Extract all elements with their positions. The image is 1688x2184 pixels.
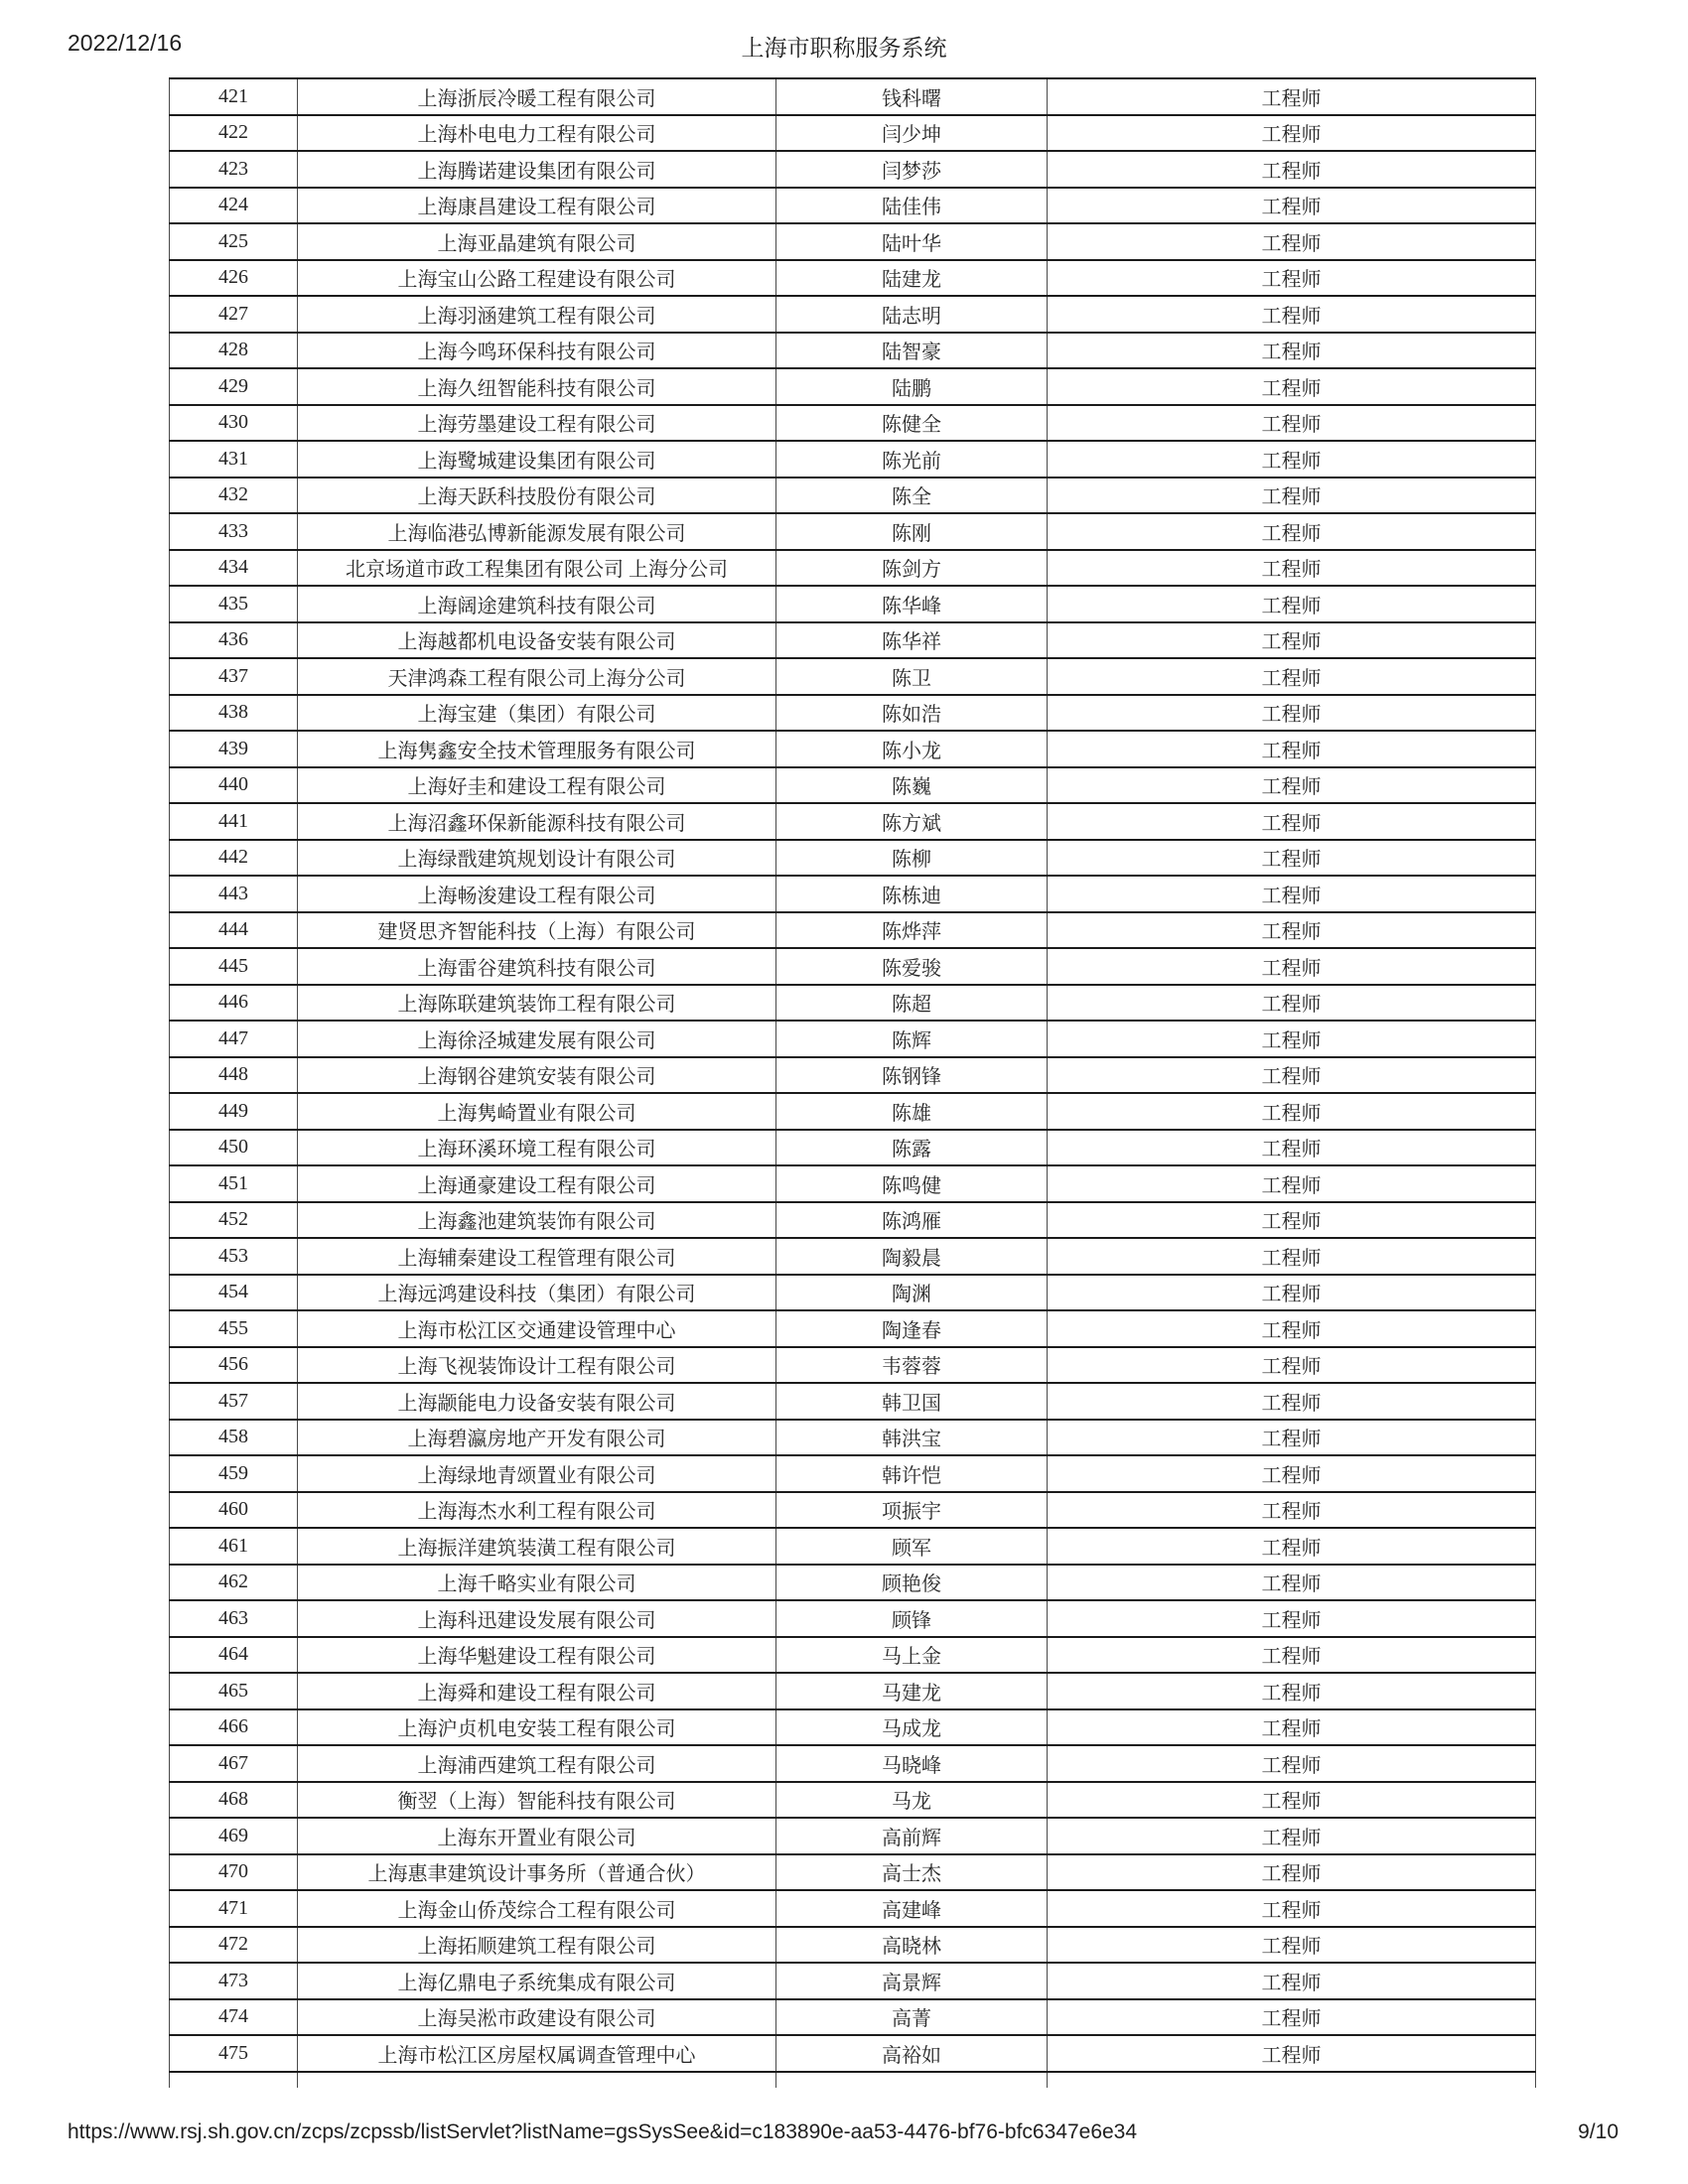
table-row	[170, 948, 1536, 985]
row-number-cell: 423	[170, 151, 298, 188]
job-title-cell: 工程师	[1048, 985, 1536, 1022]
company-cell: 上海朴电电力工程有限公司	[298, 115, 776, 152]
company-cell: 上海浙辰冷暖工程有限公司	[298, 78, 776, 115]
job-title-cell: 工程师	[1048, 1818, 1536, 1854]
table-row	[170, 296, 1536, 333]
table-row	[170, 78, 1536, 115]
row-number-cell: 434	[170, 550, 298, 587]
person-name-cell: 陈光前	[776, 441, 1048, 478]
job-title-cell: 工程师	[1048, 1165, 1536, 1202]
person-name-cell: 韦蓉蓉	[776, 1347, 1048, 1384]
job-title-cell: 工程师	[1048, 296, 1536, 333]
company-cell: 上海沼鑫环保新能源科技有限公司	[298, 803, 776, 840]
person-name-cell: 项振宇	[776, 1492, 1048, 1529]
person-name-cell: 韩许恺	[776, 1455, 1048, 1492]
job-title-cell: 工程师	[1048, 78, 1536, 115]
page-number-indicator: 9/10	[1578, 2120, 1618, 2143]
print-date: 2022/12/16	[68, 30, 183, 56]
row-number-cell: 472	[170, 1927, 298, 1964]
table-row	[170, 260, 1536, 297]
company-cell: 上海隽鑫安全技术管理服务有限公司	[298, 731, 776, 767]
person-name-cell-empty	[776, 2072, 1048, 2088]
person-name-cell: 马上金	[776, 1637, 1048, 1674]
row-number-cell: 439	[170, 731, 298, 767]
table-row	[170, 1420, 1536, 1456]
job-title-cell: 工程师	[1048, 1565, 1536, 1601]
person-name-cell: 马建龙	[776, 1673, 1048, 1709]
job-title-cell: 工程师	[1048, 513, 1536, 550]
company-cell: 上海千略实业有限公司	[298, 1565, 776, 1601]
person-name-cell: 陈雄	[776, 1093, 1048, 1130]
table-row	[170, 1890, 1536, 1927]
company-cell: 上海绿戬建筑规划设计有限公司	[298, 840, 776, 877]
person-name-cell: 陆建龙	[776, 260, 1048, 297]
person-name-cell: 陆志明	[776, 296, 1048, 333]
table-row	[170, 1854, 1536, 1891]
row-number-cell: 461	[170, 1528, 298, 1565]
row-number-cell: 458	[170, 1420, 298, 1456]
row-number-cell: 467	[170, 1745, 298, 1782]
row-number-cell: 455	[170, 1310, 298, 1347]
title-roster-table	[169, 77, 1536, 2088]
row-number-cell: 474	[170, 1999, 298, 2036]
person-name-cell: 闫少坤	[776, 115, 1048, 152]
person-name-cell: 陈鸿雁	[776, 1202, 1048, 1239]
company-cell: 上海沪贞机电安装工程有限公司	[298, 1709, 776, 1746]
table-row	[170, 1057, 1536, 1094]
company-cell: 上海钢谷建筑安装有限公司	[298, 1057, 776, 1094]
job-title-cell: 工程师	[1048, 1130, 1536, 1166]
job-title-cell: 工程师	[1048, 767, 1536, 804]
row-number-cell: 464	[170, 1637, 298, 1674]
table-row	[170, 586, 1536, 622]
row-number-cell: 451	[170, 1165, 298, 1202]
print-footer-url: https://www.rsj.sh.gov.cn/zcps/zcpssb/listServlet?listName=gsSysSee&id=c183890e-aa53-4476-bf76-bfc6347e6e34	[68, 2120, 1138, 2143]
row-number-cell: 462	[170, 1565, 298, 1601]
row-number-cell: 436	[170, 622, 298, 659]
table-row	[170, 695, 1536, 732]
row-number-cell: 432	[170, 478, 298, 514]
job-title-cell: 工程师	[1048, 260, 1536, 297]
table-row	[170, 405, 1536, 442]
table-row	[170, 333, 1536, 369]
job-title-cell: 工程师	[1048, 803, 1536, 840]
person-name-cell: 陈爱骏	[776, 948, 1048, 985]
row-number-cell: 466	[170, 1709, 298, 1746]
person-name-cell: 陆佳伟	[776, 188, 1048, 224]
roster-table-body	[170, 78, 1536, 2088]
row-number-cell: 443	[170, 876, 298, 912]
row-number-cell: 453	[170, 1238, 298, 1275]
job-title-cell: 工程师	[1048, 1637, 1536, 1674]
person-name-cell: 陈露	[776, 1130, 1048, 1166]
row-number-cell: 444	[170, 912, 298, 949]
row-number-cell: 450	[170, 1130, 298, 1166]
row-number-cell: 459	[170, 1455, 298, 1492]
table-row	[170, 368, 1536, 405]
row-number-cell: 424	[170, 188, 298, 224]
company-cell: 上海科迅建设发展有限公司	[298, 1600, 776, 1637]
person-name-cell: 陶毅晨	[776, 1238, 1048, 1275]
table-row	[170, 1275, 1536, 1311]
row-number-cell: 426	[170, 260, 298, 297]
company-cell: 建贤思齐智能科技（上海）有限公司	[298, 912, 776, 949]
person-name-cell: 陈巍	[776, 767, 1048, 804]
company-cell: 上海通豪建设工程有限公司	[298, 1165, 776, 1202]
company-cell: 上海久纽智能科技有限公司	[298, 368, 776, 405]
job-title-cell: 工程师	[1048, 1854, 1536, 1891]
row-number-cell: 429	[170, 368, 298, 405]
job-title-cell: 工程师	[1048, 1275, 1536, 1311]
table-row	[170, 441, 1536, 478]
job-title-cell: 工程师	[1048, 1709, 1536, 1746]
company-cell: 上海振洋建筑装潢工程有限公司	[298, 1528, 776, 1565]
job-title-cell: 工程师	[1048, 333, 1536, 369]
company-cell: 上海好圭和建设工程有限公司	[298, 767, 776, 804]
person-name-cell: 陈小龙	[776, 731, 1048, 767]
row-number-cell: 428	[170, 333, 298, 369]
company-cell: 上海天跃科技股份有限公司	[298, 478, 776, 514]
company-cell: 上海宝山公路工程建设有限公司	[298, 260, 776, 297]
person-name-cell: 马晓峰	[776, 1745, 1048, 1782]
person-name-cell: 马成龙	[776, 1709, 1048, 1746]
table-row	[170, 1492, 1536, 1529]
table-row	[170, 1927, 1536, 1964]
job-title-cell: 工程师	[1048, 876, 1536, 912]
row-number-cell: 435	[170, 586, 298, 622]
job-title-cell: 工程师	[1048, 1310, 1536, 1347]
job-title-cell: 工程师	[1048, 622, 1536, 659]
company-cell: 上海吴淞市政建设有限公司	[298, 1999, 776, 2036]
job-title-cell: 工程师	[1048, 1455, 1536, 1492]
company-cell: 上海东开置业有限公司	[298, 1818, 776, 1854]
person-name-cell: 陈华祥	[776, 622, 1048, 659]
company-cell: 上海海杰水利工程有限公司	[298, 1492, 776, 1529]
job-title-cell: 工程师	[1048, 731, 1536, 767]
table-row	[170, 1999, 1536, 2036]
person-name-cell: 陈剑方	[776, 550, 1048, 587]
row-number-cell: 470	[170, 1854, 298, 1891]
row-number-cell: 449	[170, 1093, 298, 1130]
table-row	[170, 876, 1536, 912]
company-cell: 上海惠聿建筑设计事务所（普通合伙）	[298, 1854, 776, 1891]
job-title-cell: 工程师	[1048, 1528, 1536, 1565]
job-title-cell: 工程师	[1048, 912, 1536, 949]
table-row	[170, 1673, 1536, 1709]
company-cell: 上海绿地青颂置业有限公司	[298, 1455, 776, 1492]
person-name-cell: 陆叶华	[776, 223, 1048, 260]
person-name-cell: 顾锋	[776, 1600, 1048, 1637]
row-number-cell: 457	[170, 1383, 298, 1420]
job-title-cell: 工程师	[1048, 1600, 1536, 1637]
person-name-cell: 高建峰	[776, 1890, 1048, 1927]
job-title-cell: 工程师	[1048, 405, 1536, 442]
row-number-cell-empty	[170, 2072, 298, 2088]
company-cell: 上海宝建（集团）有限公司	[298, 695, 776, 732]
row-number-cell: 431	[170, 441, 298, 478]
table-row-partial	[170, 2072, 1536, 2088]
person-name-cell: 陈如浩	[776, 695, 1048, 732]
job-title-cell: 工程师	[1048, 1202, 1536, 1239]
company-cell: 上海羽涵建筑工程有限公司	[298, 296, 776, 333]
job-title-cell: 工程师	[1048, 1093, 1536, 1130]
table-row	[170, 478, 1536, 514]
person-name-cell: 陈钢锋	[776, 1057, 1048, 1094]
job-title-cell: 工程师	[1048, 1927, 1536, 1964]
row-number-cell: 438	[170, 695, 298, 732]
job-title-cell: 工程师	[1048, 695, 1536, 732]
company-cell: 上海飞视装饰设计工程有限公司	[298, 1347, 776, 1384]
row-number-cell: 465	[170, 1673, 298, 1709]
person-name-cell: 高景辉	[776, 1963, 1048, 1999]
job-title-cell: 工程师	[1048, 948, 1536, 985]
table-row	[170, 1202, 1536, 1239]
person-name-cell: 陈柳	[776, 840, 1048, 877]
job-title-cell: 工程师	[1048, 658, 1536, 695]
company-cell: 上海鹭城建设集团有限公司	[298, 441, 776, 478]
table-row	[170, 1093, 1536, 1130]
person-name-cell: 高士杰	[776, 1854, 1048, 1891]
table-row	[170, 223, 1536, 260]
job-title-cell: 工程师	[1048, 441, 1536, 478]
table-row	[170, 1600, 1536, 1637]
row-number-cell: 433	[170, 513, 298, 550]
job-title-cell: 工程师	[1048, 1999, 1536, 2036]
row-number-cell: 452	[170, 1202, 298, 1239]
row-number-cell: 468	[170, 1782, 298, 1819]
job-title-cell: 工程师	[1048, 478, 1536, 514]
table-row	[170, 1383, 1536, 1420]
person-name-cell: 陆鹏	[776, 368, 1048, 405]
company-cell: 上海鑫池建筑装饰有限公司	[298, 1202, 776, 1239]
table-row	[170, 188, 1536, 224]
person-name-cell: 陈方斌	[776, 803, 1048, 840]
company-cell: 上海越都机电设备安装有限公司	[298, 622, 776, 659]
job-title-cell: 工程师	[1048, 188, 1536, 224]
row-number-cell: 441	[170, 803, 298, 840]
table-row	[170, 513, 1536, 550]
job-title-cell: 工程师	[1048, 1021, 1536, 1057]
row-number-cell: 430	[170, 405, 298, 442]
company-cell: 上海华魁建设工程有限公司	[298, 1637, 776, 1674]
table-row	[170, 985, 1536, 1022]
table-row	[170, 1963, 1536, 1999]
company-cell: 上海亿鼎电子系统集成有限公司	[298, 1963, 776, 1999]
job-title-cell-empty	[1048, 2072, 1536, 2088]
person-name-cell: 陶渊	[776, 1275, 1048, 1311]
table-row	[170, 767, 1536, 804]
company-cell: 上海今鸣环保科技有限公司	[298, 333, 776, 369]
row-number-cell: 440	[170, 767, 298, 804]
job-title-cell: 工程师	[1048, 151, 1536, 188]
company-cell: 上海劳墨建设工程有限公司	[298, 405, 776, 442]
table-row	[170, 731, 1536, 767]
table-row	[170, 1347, 1536, 1384]
row-number-cell: 463	[170, 1600, 298, 1637]
job-title-cell: 工程师	[1048, 550, 1536, 587]
person-name-cell: 陈卫	[776, 658, 1048, 695]
row-number-cell: 460	[170, 1492, 298, 1529]
table-row	[170, 1130, 1536, 1166]
person-name-cell: 闫梦莎	[776, 151, 1048, 188]
table-row	[170, 803, 1536, 840]
job-title-cell: 工程师	[1048, 1347, 1536, 1384]
table-row	[170, 1455, 1536, 1492]
row-number-cell: 448	[170, 1057, 298, 1094]
person-name-cell: 陈辉	[776, 1021, 1048, 1057]
table-row	[170, 1021, 1536, 1057]
person-name-cell: 高裕如	[776, 2035, 1048, 2072]
company-cell: 上海市松江区房屋权属调查管理中心	[298, 2035, 776, 2072]
person-name-cell: 高前辉	[776, 1818, 1048, 1854]
company-cell: 上海辅秦建设工程管理有限公司	[298, 1238, 776, 1275]
table-row	[170, 1782, 1536, 1819]
job-title-cell: 工程师	[1048, 586, 1536, 622]
row-number-cell: 475	[170, 2035, 298, 2072]
table-row	[170, 1165, 1536, 1202]
person-name-cell: 陈鸣健	[776, 1165, 1048, 1202]
company-cell: 上海康昌建设工程有限公司	[298, 188, 776, 224]
company-cell: 上海拓顺建筑工程有限公司	[298, 1927, 776, 1964]
person-name-cell: 陈全	[776, 478, 1048, 514]
job-title-cell: 工程师	[1048, 1963, 1536, 1999]
person-name-cell: 顾艳俊	[776, 1565, 1048, 1601]
person-name-cell: 陈烨萍	[776, 912, 1048, 949]
row-number-cell: 425	[170, 223, 298, 260]
table-row	[170, 151, 1536, 188]
job-title-cell: 工程师	[1048, 1057, 1536, 1094]
job-title-cell: 工程师	[1048, 1745, 1536, 1782]
person-name-cell: 陶逢春	[776, 1310, 1048, 1347]
person-name-cell: 陈华峰	[776, 586, 1048, 622]
table-row	[170, 1637, 1536, 1674]
company-cell: 上海徐泾城建发展有限公司	[298, 1021, 776, 1057]
company-cell-empty	[298, 2072, 776, 2088]
row-number-cell: 421	[170, 78, 298, 115]
person-name-cell: 钱科曙	[776, 78, 1048, 115]
company-cell: 上海环溪环境工程有限公司	[298, 1130, 776, 1166]
table-row	[170, 1310, 1536, 1347]
table-row	[170, 550, 1536, 587]
company-cell: 上海畅浚建设工程有限公司	[298, 876, 776, 912]
row-number-cell: 447	[170, 1021, 298, 1057]
table-row	[170, 1745, 1536, 1782]
person-name-cell: 马龙	[776, 1782, 1048, 1819]
job-title-cell: 工程师	[1048, 840, 1536, 877]
job-title-cell: 工程师	[1048, 1492, 1536, 1529]
job-title-cell: 工程师	[1048, 1782, 1536, 1819]
job-title-cell: 工程师	[1048, 1890, 1536, 1927]
company-cell: 上海雷谷建筑科技有限公司	[298, 948, 776, 985]
person-name-cell: 顾军	[776, 1528, 1048, 1565]
person-name-cell: 高晓林	[776, 1927, 1048, 1964]
table-row	[170, 622, 1536, 659]
person-name-cell: 陈健全	[776, 405, 1048, 442]
table-row	[170, 1709, 1536, 1746]
job-title-cell: 工程师	[1048, 223, 1536, 260]
job-title-cell: 工程师	[1048, 2035, 1536, 2072]
row-number-cell: 446	[170, 985, 298, 1022]
company-cell: 上海碧瀛房地产开发有限公司	[298, 1420, 776, 1456]
table-row	[170, 2035, 1536, 2072]
company-cell: 上海腾诺建设集团有限公司	[298, 151, 776, 188]
company-cell: 上海陈联建筑装饰工程有限公司	[298, 985, 776, 1022]
table-row	[170, 658, 1536, 695]
row-number-cell: 456	[170, 1347, 298, 1384]
row-number-cell: 437	[170, 658, 298, 695]
row-number-cell: 473	[170, 1963, 298, 1999]
row-number-cell: 442	[170, 840, 298, 877]
company-cell: 衡翌（上海）智能科技有限公司	[298, 1782, 776, 1819]
person-name-cell: 陆智豪	[776, 333, 1048, 369]
job-title-cell: 工程师	[1048, 1420, 1536, 1456]
row-number-cell: 454	[170, 1275, 298, 1311]
person-name-cell: 韩卫国	[776, 1383, 1048, 1420]
table-row	[170, 840, 1536, 877]
company-cell: 上海亚晶建筑有限公司	[298, 223, 776, 260]
row-number-cell: 469	[170, 1818, 298, 1854]
person-name-cell: 高菁	[776, 1999, 1048, 2036]
job-title-cell: 工程师	[1048, 115, 1536, 152]
row-number-cell: 427	[170, 296, 298, 333]
company-cell: 上海远鸿建设科技（集团）有限公司	[298, 1275, 776, 1311]
table-row	[170, 115, 1536, 152]
company-cell: 上海阔途建筑科技有限公司	[298, 586, 776, 622]
company-cell: 上海颛能电力设备安装有限公司	[298, 1383, 776, 1420]
company-cell: 上海浦西建筑工程有限公司	[298, 1745, 776, 1782]
page-title: 上海市职称服务系统	[741, 35, 947, 61]
job-title-cell: 工程师	[1048, 1238, 1536, 1275]
company-cell: 上海市松江区交通建设管理中心	[298, 1310, 776, 1347]
company-cell: 上海舜和建设工程有限公司	[298, 1673, 776, 1709]
table-row	[170, 1238, 1536, 1275]
table-row	[170, 912, 1536, 949]
table-row	[170, 1818, 1536, 1854]
row-number-cell: 471	[170, 1890, 298, 1927]
company-cell: 上海金山侨茂综合工程有限公司	[298, 1890, 776, 1927]
company-cell: 天津鸿森工程有限公司上海分公司	[298, 658, 776, 695]
person-name-cell: 陈超	[776, 985, 1048, 1022]
row-number-cell: 445	[170, 948, 298, 985]
job-title-cell: 工程师	[1048, 1673, 1536, 1709]
company-cell: 北京场道市政工程集团有限公司 上海分公司	[298, 550, 776, 587]
person-name-cell: 陈栋迪	[776, 876, 1048, 912]
company-cell: 上海临港弘博新能源发展有限公司	[298, 513, 776, 550]
person-name-cell: 韩洪宝	[776, 1420, 1048, 1456]
row-number-cell: 422	[170, 115, 298, 152]
job-title-cell: 工程师	[1048, 1383, 1536, 1420]
table-row	[170, 1565, 1536, 1601]
table-row	[170, 1528, 1536, 1565]
job-title-cell: 工程师	[1048, 368, 1536, 405]
company-cell: 上海隽崎置业有限公司	[298, 1093, 776, 1130]
person-name-cell: 陈刚	[776, 513, 1048, 550]
